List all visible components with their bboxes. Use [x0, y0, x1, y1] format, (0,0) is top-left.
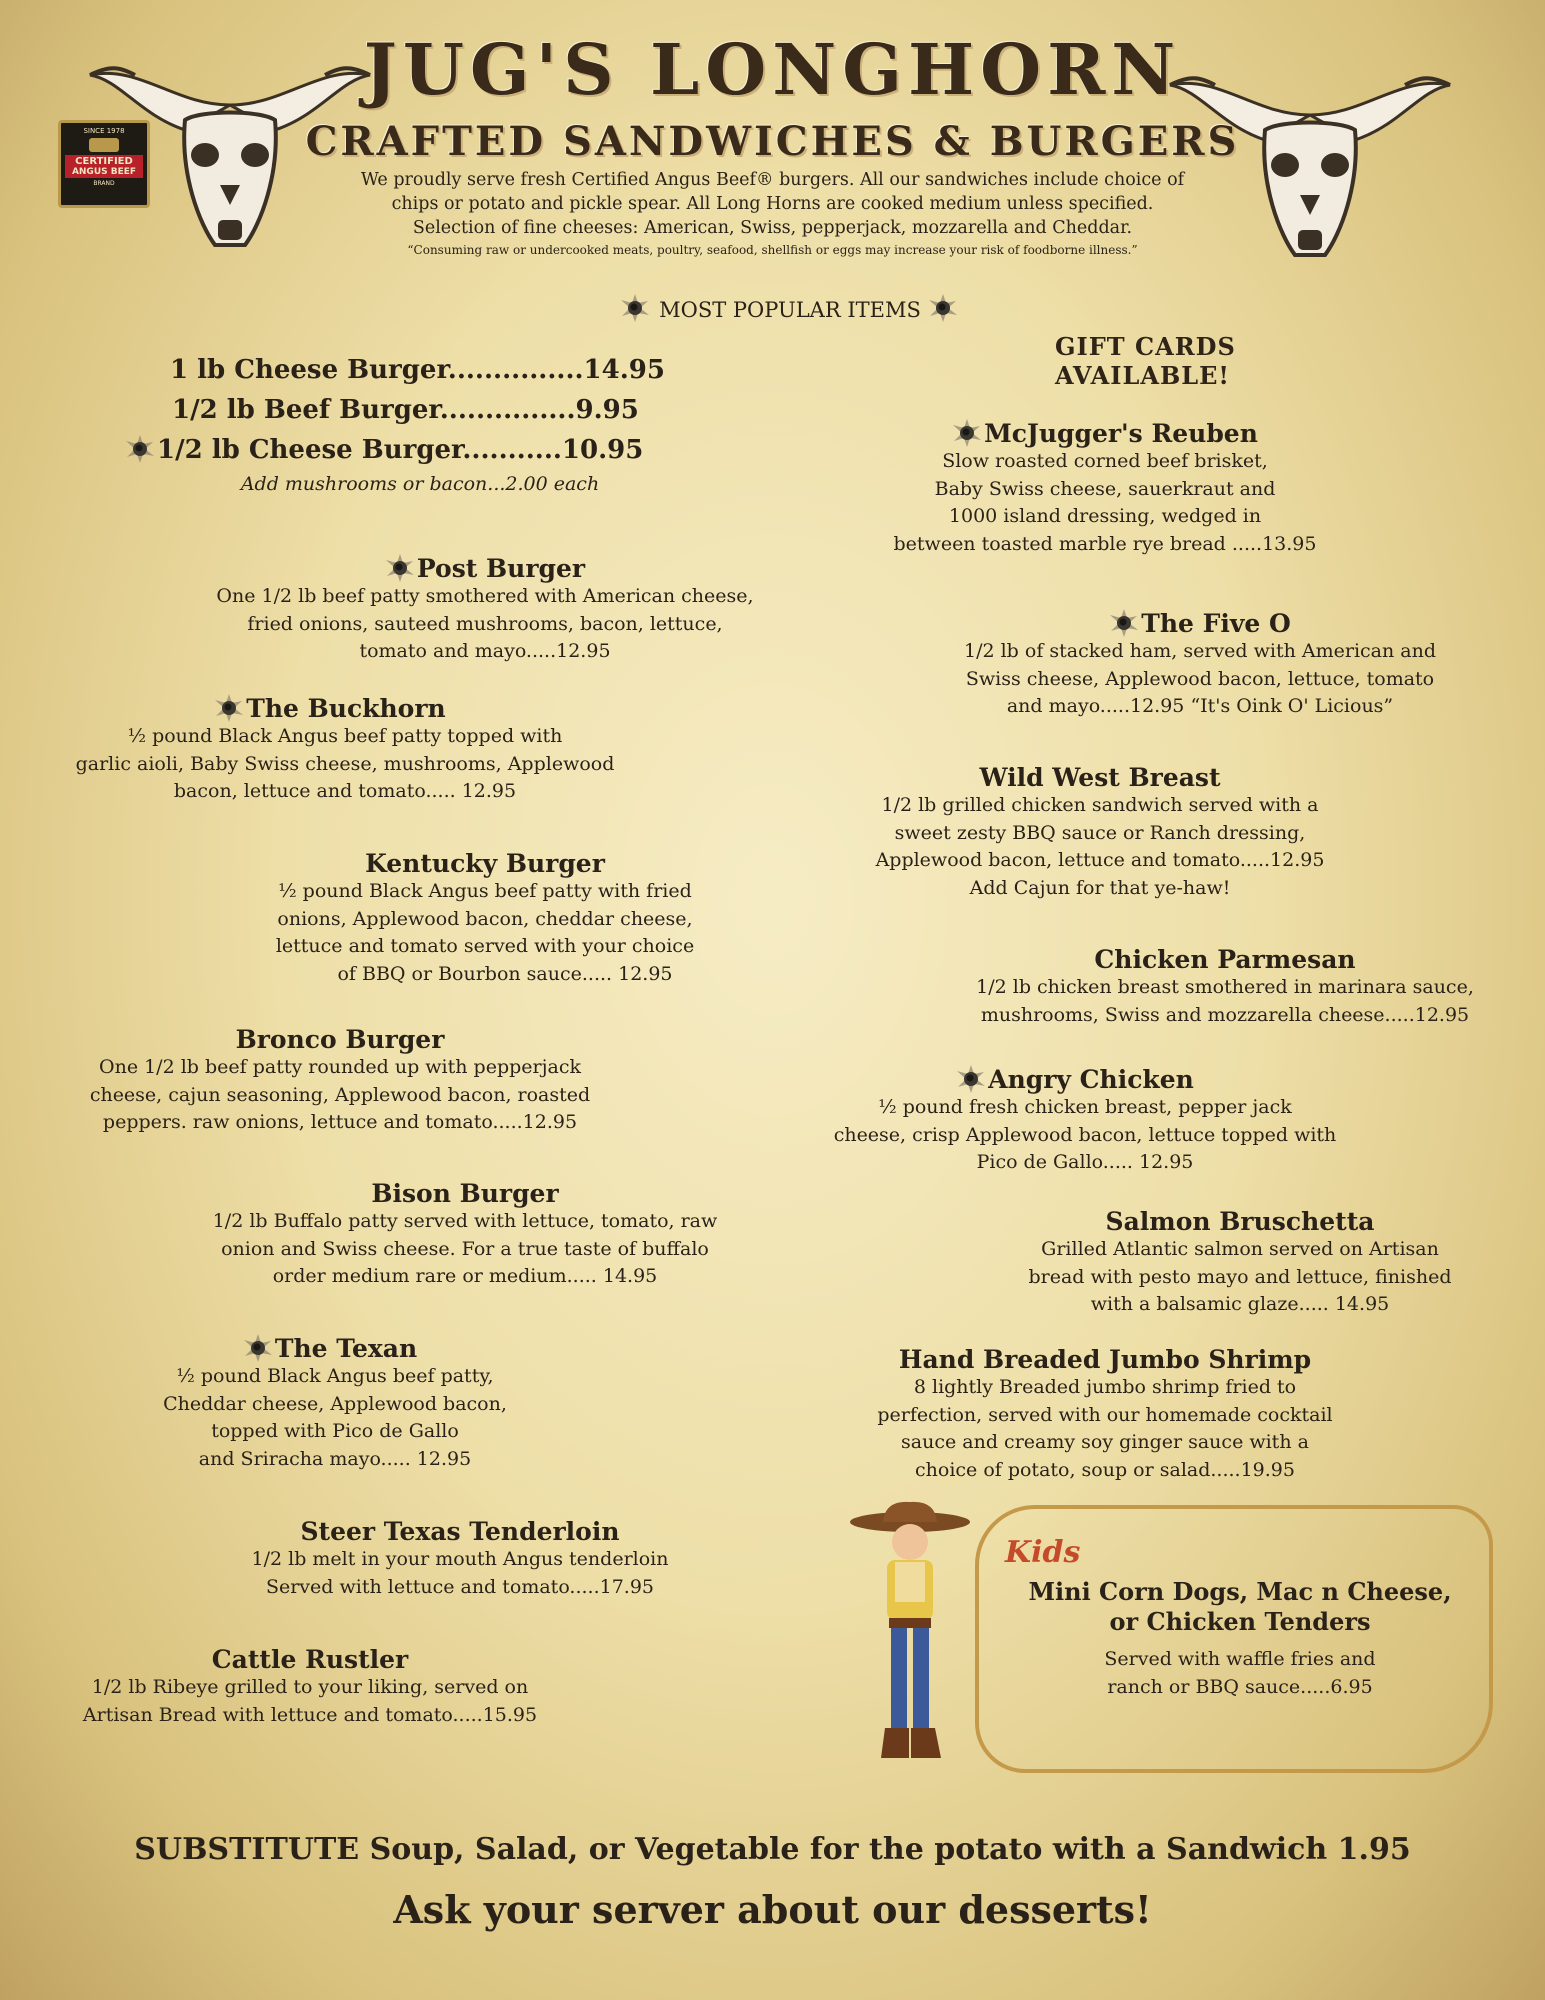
menu-item-title — [120, 1333, 540, 1363]
menu-item-name: The Buckhorn — [246, 694, 446, 723]
menu-item-title: Bison Burger — [371, 1179, 559, 1208]
menu-item-desc: 1/2 lb grilled chicken sandwich served with a sweet zesty BBQ sauce or Ranch dressing, Applewood bacon, lettuce and tomato.....12.95 Add Cajun for that ye-haw! — [875, 794, 1325, 899]
menu-item-desc: 1/2 lb melt in your mouth Angus tenderloin Served with lettuce and tomato.....17.95 — [251, 1548, 669, 1598]
kids-desc — [1020, 1645, 1460, 1701]
bullet-hole-icon — [385, 553, 415, 583]
menu-item — [60, 1026, 620, 1137]
kids-title-line: Mini Corn Dogs, Mac n Cheese, — [1028, 1577, 1452, 1606]
bullet-hole-icon — [956, 1064, 986, 1094]
price-row-popular — [125, 430, 690, 470]
menu-item — [200, 553, 770, 666]
burger-price-list — [130, 350, 690, 498]
kids-label: Kids — [1005, 1535, 1081, 1570]
price-row: 1/2 lb Beef Burger...............9.95 — [172, 395, 639, 425]
menu-item-title — [800, 1064, 1350, 1094]
menu-item — [820, 1064, 1350, 1177]
menu-item-title: Bronco Burger — [235, 1025, 445, 1054]
desserts-note: Ask your server about our desserts! — [393, 1887, 1152, 1932]
menu-item-title: Steer Texas Tenderloin — [300, 1517, 620, 1546]
logo-line1: CERTIFIED — [75, 156, 133, 167]
intro-text — [330, 168, 1215, 260]
bullet-hole-icon — [620, 293, 650, 323]
bullet-hole-icon — [928, 293, 958, 323]
bullet-hole-icon — [125, 434, 155, 464]
menu-item-desc: 1/2 lb Buffalo patty served with lettuce, tomato, raw onion and Swiss cheese. For a true taste of buffalo order medium rare or medium..... 14.95 — [212, 1210, 718, 1287]
menu-item-title: Cattle Rustler — [211, 1645, 409, 1674]
menu-item — [1020, 1208, 1460, 1319]
menu-item-title: Wild West Breast — [979, 763, 1221, 792]
menu-item-title — [870, 418, 1340, 448]
menu-item — [940, 608, 1460, 721]
gift-cards-notice: GIFT CARDS AVAILABLE! — [1055, 332, 1236, 390]
foodborne-warning: “Consuming raw or undercooked meats, poultry, seafood, shellfish or eggs may increase your risk of foodborne illness.” — [407, 243, 1138, 257]
logo-since: SINCE 1978 — [83, 127, 125, 135]
menu-item — [870, 418, 1340, 558]
menu-item-name: The Texan — [274, 1334, 418, 1363]
bullet-hole-icon — [1109, 608, 1139, 638]
kids-desc-line: ranch or BBQ sauce.....6.95 — [1107, 1676, 1373, 1698]
menu-item — [200, 1518, 720, 1601]
menu-item-desc: One 1/2 lb beef patty rounded up with pepperjack cheese, cajun seasoning, Applewood bacon, roasted peppers. raw onions, lettuce and tomato.....12.95 — [89, 1056, 591, 1133]
bullet-hole-icon — [243, 1333, 273, 1363]
menu-item-name: McJugger's Reuben — [984, 419, 1258, 448]
menu-item-desc: ½ pound fresh chicken breast, pepper jack cheese, crisp Applewood bacon, lettuce topped with Pico de Gallo..... 12.95 — [833, 1096, 1337, 1173]
menu-item-desc: 8 lightly Breaded jumbo shrimp fried to perfection, served with our homemade cocktail sauce and creamy soy ginger sauce with a choice of potato, soup or salad.....19.95 — [877, 1376, 1333, 1481]
intro-line-1: We proudly serve fresh Certified Angus Beef® burgers. All our sandwiches include choice of — [360, 170, 1185, 190]
logo-line3: BRAND — [93, 180, 115, 187]
menu-item-desc: ½ pound Black Angus beef patty with fried onions, Applewood bacon, cheddar cheese, lettuce and tomato served with your choice of BBQ or Bourbon sauce..... 12.95 — [275, 880, 695, 985]
price-row: 1 lb Cheese Burger...............14.95 — [170, 355, 665, 385]
kids-desc-line: Served with waffle fries and — [1104, 1648, 1376, 1670]
menu-item-desc: ½ pound Black Angus beef patty, Cheddar cheese, Applewood bacon, topped with Pico de Gallo and Sriracha mayo..... 12.95 — [163, 1365, 507, 1470]
menu-item — [130, 1333, 540, 1473]
menu-item-title: Salmon Bruschetta — [1105, 1207, 1375, 1236]
kids-title-line: or Chicken Tenders — [1109, 1607, 1371, 1636]
menu-item-name: Angry Chicken — [988, 1065, 1194, 1094]
most-popular-label: MOST POPULAR ITEMS — [659, 298, 921, 322]
menu-item — [855, 764, 1345, 902]
menu-item — [180, 1180, 750, 1291]
menu-item — [60, 1646, 560, 1729]
menu-item-title: Kentucky Burger — [365, 849, 605, 878]
intro-line-3: Selection of fine cheeses: American, Swiss, pepperjack, mozzarella and Cheddar. — [412, 218, 1133, 238]
kids-title — [1020, 1577, 1460, 1637]
menu-item — [860, 1346, 1350, 1484]
logo-line2: ANGUS BEEF — [71, 167, 137, 177]
menu-item-desc: Slow roasted corned beef brisket, Baby Swiss cheese, sauerkraut and 1000 island dressing, wedged in between toasted marble rye bread .....13.95 — [893, 450, 1317, 555]
menu-item-desc: 1/2 lb chicken breast smothered in marinara sauce, mushrooms, Swiss and mozzarella cheese.....12.95 — [976, 976, 1474, 1026]
menu-item-desc: 1/2 lb Ribeye grilled to your liking, served on Artisan Bread with lettuce and tomato.....15.95 — [82, 1676, 538, 1726]
bullet-hole-icon — [952, 418, 982, 448]
substitute-note: SUBSTITUTE Soup, Salad, or Vegetable for the potato with a Sandwich 1.95 — [134, 1832, 1411, 1867]
menu-item-name: The Five O — [1141, 609, 1291, 638]
menu-item-title — [940, 608, 1460, 638]
most-popular-legend — [600, 293, 980, 325]
menu-item-name: Post Burger — [416, 554, 586, 583]
page-subtitle: CRAFTED SANDWICHES & BURGERS — [305, 118, 1240, 165]
menu-item-desc: One 1/2 lb beef patty smothered with American cheese, fried onions, sauteed mushrooms, bacon, lettuce, tomato and mayo.....12.95 — [216, 585, 754, 662]
bullet-hole-icon — [214, 693, 244, 723]
menu-item-title — [200, 553, 770, 583]
menu-item-desc: Grilled Atlantic salmon served on Artisan bread with pesto mayo and lettuce, finished with a balsamic glaze..... 14.95 — [1028, 1238, 1452, 1315]
menu-item-title: Chicken Parmesan — [1094, 945, 1356, 974]
menu-item — [960, 946, 1490, 1029]
menu-item-title — [30, 693, 630, 723]
menu-item-desc: ½ pound Black Angus beef patty topped with garlic aioli, Baby Swiss cheese, mushrooms, Applewood bacon, lettuce and tomato..... 12.95 — [75, 725, 615, 802]
menu-item — [240, 850, 730, 988]
price-row-label: 1/2 lb Cheese Burger...........10.95 — [157, 435, 644, 465]
menu-item-desc: 1/2 lb of stacked ham, served with American and Swiss cheese, Applewood bacon, lettuce, tomato and mayo.....12.95 “It's Oink O' Licious” — [963, 640, 1436, 717]
intro-line-2: chips or potato and pickle spear. All Long Horns are cooked medium unless specified. — [391, 194, 1154, 214]
page-title: JUG'S LONGHORN — [363, 28, 1182, 111]
burger-add-on-note: Add mushrooms or bacon...2.00 each — [240, 473, 600, 495]
menu-item — [60, 693, 630, 806]
menu-item-title: Hand Breaded Jumbo Shrimp — [898, 1345, 1312, 1374]
cowboy-illustration — [845, 1500, 975, 1770]
